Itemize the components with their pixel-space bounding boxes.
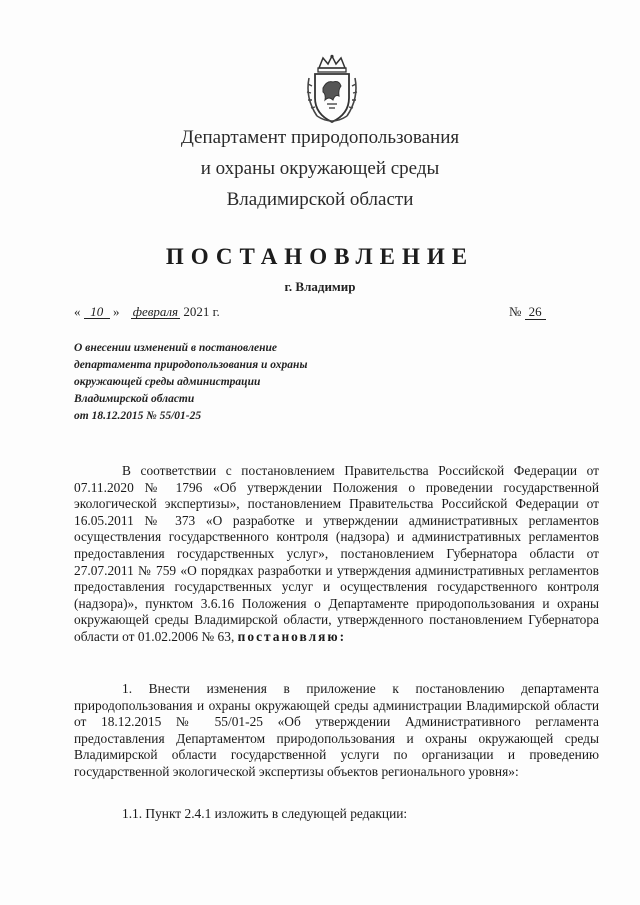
document-subject (74, 340, 364, 425)
document-number (509, 304, 546, 320)
date-open-quote: « (74, 304, 81, 319)
document-date (74, 304, 220, 322)
document-title: ПОСТАНОВЛЕНИЕ (165, 244, 475, 269)
date-close-quote: » (113, 304, 120, 319)
subject-line: от 18.12.2015 № 55/01-25 (74, 410, 202, 422)
department-name-line-2: и охраны окружающей среды (200, 158, 440, 179)
date-month: февраля (132, 304, 179, 319)
subject-line: окружающей среды администрации (74, 376, 261, 388)
coat-of-arms-icon (301, 54, 363, 126)
number-label: № (509, 304, 522, 319)
subject-line: О внесении изменений в постановление (74, 342, 278, 354)
preamble-paragraph (74, 463, 599, 646)
subject-line: департамента природопользования и охраны (74, 359, 308, 371)
subject-line: Владимирской области (74, 393, 195, 405)
department-name-line-1: Департамент природопользования (180, 127, 460, 148)
date-year: 2021 г. (183, 304, 220, 319)
number-value: 26 (525, 304, 546, 320)
document-city: г. Владимир (284, 279, 356, 294)
clause-1-1-paragraph: 1.1. Пункт 2.4.1 изложить в следующей редакции: (122, 806, 408, 821)
resolve-word: постановляю: (237, 628, 347, 644)
department-name-line-3: Владимирской области (226, 189, 414, 210)
clause-1-paragraph: 1. Внести изменения в приложение к постановлению департамента природопользования и охраны окружающей среды администрации Владимирской области от 18.12.2015 № 55/01-25 «Об утверждении Административного регламента предоставления Департаментом природопользования и охраны окружающей среды Владимирской области государственной услуги по организации и проведению государственной экологической экспертизы объектов регионального уровня»: (74, 681, 599, 779)
preamble-text: В соответствии с постановлением Правительства Российской Федерации от 07.11.2020 № 1796 «Об утверждении Положения о проведении государственной экологической экспертизы», постановлением Правительства Российской Федерации от 16.05.2011 № 373 «О разработке и утверждении административных регламентов осуществления государственного контроля (надзора) и административных регламентов предоставления государственных услуг», постановлением Губернатора области от 27.07.2011 № 759 «О порядках разработки и утверждения административных регламентов предоставления государственных услуг и осуществления государственного контроля (надзора)», пунктом 3.6.16 Положения о Департаменте природопользования и охраны окружающей среды Владимирской области, утвержденного постановлением Губернатора области от 01.02.2006 № 63, (74, 463, 599, 644)
date-day: 10 (84, 305, 110, 319)
